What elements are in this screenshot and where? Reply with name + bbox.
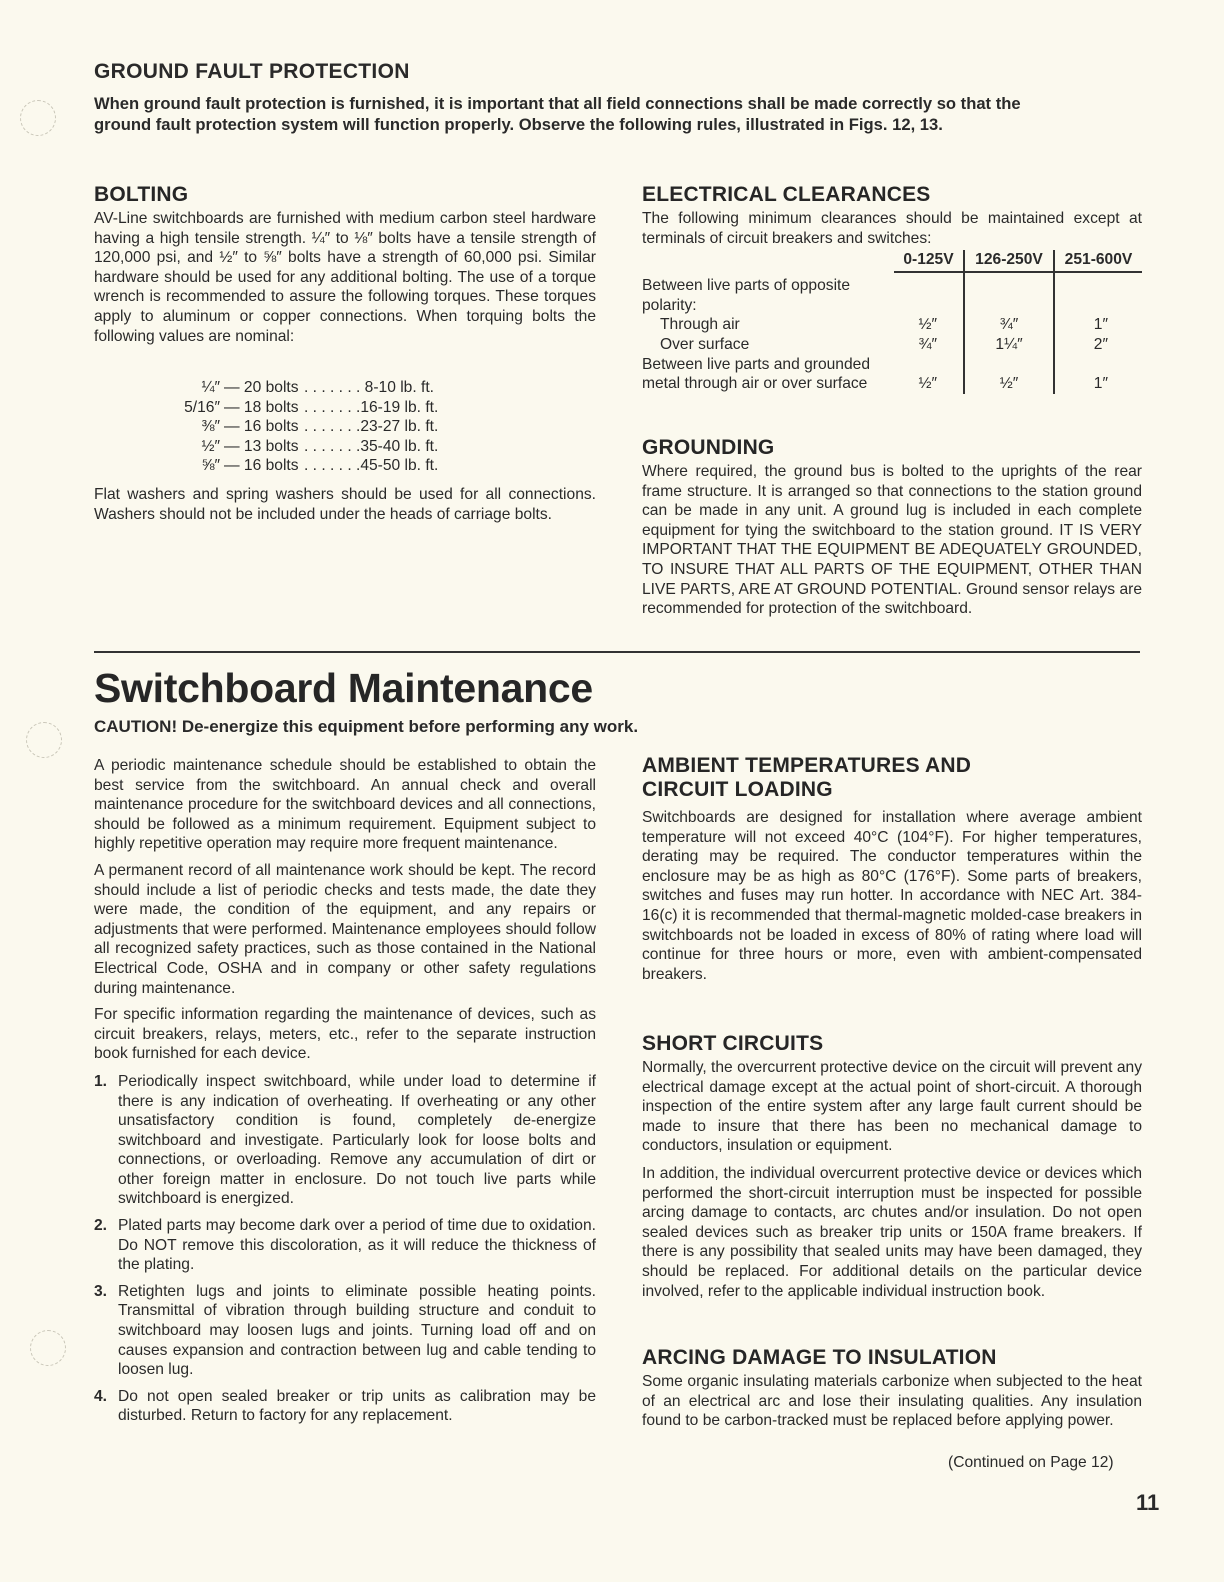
arcing-section: [642, 1346, 1142, 1431]
maintenance-body: [94, 756, 596, 1433]
clearances-intro: The following minimum clearances should be maintained except at terminals of circuit breakers and switches:: [642, 210, 1142, 247]
row-label: Between live parts and grounded metal through air or over surface: [642, 355, 870, 393]
cell: 1¼″: [964, 335, 1054, 355]
cell: ½″: [918, 375, 937, 393]
row-label: Over surface: [660, 335, 750, 353]
maintenance-list: [94, 1072, 596, 1426]
cell: 1″: [1054, 355, 1142, 394]
cell: 1″: [1054, 315, 1142, 335]
punch-hole: [26, 722, 62, 758]
list-item: 4. Do not open sealed breaker or trip units as calibration may be disturbed. Return to factory for any replacement.: [94, 1387, 596, 1425]
torque-row: ¼″ — 20 bolts . . . . . . . 8-10 lb. ft.: [201, 379, 434, 396]
bolting-body: AV-Line switchboards are furnished with medium carbon steel hardware having a high tensile strength. ¼″ to ⅛″ bolts have a tensile strength of 120,000 psi, and ½″ to ⅝″ bolts have a strength of 60,000 psi. Similar hardware should be used for any additional bolting. The use of a torque wrench is recommended to assure the following torques. These torques apply to aluminum or copper connections. When torquing bolts the following values are nominal:: [94, 210, 596, 345]
grounding-section: [642, 436, 1142, 619]
row-label: Through air: [660, 316, 740, 334]
ground-fault-title: GROUND FAULT PROTECTION: [94, 60, 410, 83]
punch-hole: [30, 1330, 66, 1366]
list-item: 2. Plated parts may become dark over a period of time due to oxidation. Do NOT remove this discoloration, as it will reduce the thickness of the plating.: [94, 1217, 596, 1274]
ambient-body: Switchboards are designed for installation where average ambient temperature will not exceed 40°C (104°F). For higher temperatures, derating may be required. The conductor temperatures within the enclosure may be as high as 80°C (176°F). Some parts of breakers, switches and fuses may run hotter. In accordance with NEC Art. 384-16(c) it is recommended that thermal-magnetic molded-case breakers in switchboards not be loaded in excess of 80% of rating where load will continue for three hours or more, even with ambient-compensated breakers.: [642, 809, 1142, 983]
cell: 2″: [1054, 335, 1142, 355]
short-circuits-section: [642, 1032, 1142, 1301]
clearances-table: [642, 250, 1142, 394]
list-item: 3. Retighten lugs and joints to eliminate possible heating points. Transmittal of vibration through building structure and conduit to switchboard may loosen lugs and joints. Turning load off and on causes expansion and contraction between lug and cable tending to loosen lug.: [94, 1282, 596, 1379]
grounding-title: GROUNDING: [642, 436, 775, 459]
ambient-title-line2: CIRCUIT LOADING: [642, 778, 833, 801]
col-header: 251-600V: [1054, 250, 1142, 272]
arcing-title: ARCING DAMAGE TO INSULATION: [642, 1346, 997, 1369]
cell: ½″: [964, 355, 1054, 394]
short-circuits-title: SHORT CIRCUITS: [642, 1032, 824, 1055]
col-header: 126-250V: [964, 250, 1054, 272]
maintenance-p1: A periodic maintenance schedule should be established to obtain the best service from the switchboard. An annual check and overall maintenance procedure for the switchboard devices and all connections, should be followed as a minimum requirement. Equipment subject to highly repetitive operation may require more frequent maintenance.: [94, 757, 596, 853]
cell: ¾″: [964, 315, 1054, 335]
section-divider: [94, 651, 1140, 653]
col-header: 0-125V: [894, 250, 964, 272]
continued-note: (Continued on Page 12): [948, 1454, 1114, 1471]
ambient-title-line1: AMBIENT TEMPERATURES AND: [642, 754, 972, 777]
arcing-body: Some organic insulating materials carbonize when subjected to the heat of an electrical arc and lose their insulating qualities. Any insulation found to be carbon-tracked must be replaced before applying power.: [642, 1373, 1142, 1430]
caution-note: CAUTION! De-energize this equipment before performing any work.: [94, 717, 639, 736]
grounding-body: Where required, the ground bus is bolted to the uprights of the rear frame structure. It is arranged so that connections to the station ground can be made in any unit. A ground lug is included in each complete equipment for tying the switchboard to the station ground. IT IS VERY IMPORTANT THAT THE EQUIPMENT BE ADEQUATELY GROUNDED, TO INSURE THAT ALL PARTS OF THE EQUIPMENT, OTHER THAN LIVE PARTS, ARE AT GROUND POTENTIAL. Ground sensor relays are recommended for protection of the switchboard.: [642, 463, 1142, 618]
torque-row: ½″ — 13 bolts . . . . . . .35-40 lb. ft.: [201, 437, 439, 455]
cell: ½″: [918, 316, 937, 334]
cell: ¾″: [918, 335, 937, 353]
bolting-section: [94, 183, 596, 346]
short-circuits-p2: In addition, the individual overcurrent protective device or devices which performed the short-circuit interruption must be inspected for possible arcing damage to contacts, arc chutes and/or insulation. Do not open sealed devices such as breaker trip units or 150A frame breakers. If there is any possibility that sealed units may have been damaged, they should be replaced. For additional details on the particular device involved, refer to the applicable individual instruction book.: [642, 1164, 1142, 1300]
punch-hole: [20, 100, 56, 136]
torque-list: [160, 378, 454, 476]
clearances-title: ELECTRICAL CLEARANCES: [642, 183, 931, 206]
torque-row: ⅝″ — 16 bolts . . . . . . .45-50 lb. ft.: [201, 457, 439, 475]
list-item: 1. Periodically inspect switchboard, while under load to determine if there is any indication of overheating. If overheating or any other unsatisfactory condition is found, completely de-energize switchboard and investigate. Particularly look for loose bolts and connections, or overloading. Remove any accumulation of dirt or other foreign matter in enclosure. Do not touch live parts while switchboard is energized.: [94, 1072, 596, 1208]
maintenance-p3: For specific information regarding the maintenance of devices, such as circuit breakers, relays, meters, etc., refer to the separate instruction book furnished for each device.: [94, 1006, 596, 1063]
clearances-section: [642, 183, 1142, 394]
maintenance-p2: A permanent record of all maintenance work should be kept. The record should include a list of periodic checks and tests made, the date they were made, the condition of the equipment, and any repairs or adjustments that were performed. Maintenance employees should follow all recognized safety practices, such as those contained in the National Electrical Code, OSHA and in company or other safety regulations during maintenance.: [94, 861, 596, 997]
row-group-label: Between live parts of opposite polarity:: [642, 277, 851, 314]
bolting-title: BOLTING: [94, 183, 189, 206]
ambient-section: [642, 754, 1142, 984]
washers-note: Flat washers and spring washers should be used for all connections. Washers should not be included under the heads of carriage bolts.: [94, 486, 596, 523]
ground-fault-body: When ground fault protection is furnished, it is important that all field connections shall be made correctly so that the ground fault protection system will function properly. Observe the following rules, illustrated in Figs. 12, 13.: [94, 94, 1021, 134]
page-number: 11: [1136, 1490, 1160, 1515]
torque-row: ⅜″ — 16 bolts . . . . . . .23-27 lb. ft.: [201, 418, 439, 436]
short-circuits-p1: Normally, the overcurrent protective device on the circuit will prevent any electrical damage except at the actual point of short-circuit. A thorough inspection of the entire system after any large fault current should be made to insure that there has been no mechanical damage to conductors, insulation or equipment.: [642, 1059, 1142, 1155]
torque-row: 5/16″ — 18 bolts . . . . . . .16-19 lb. ft.: [184, 398, 439, 416]
maintenance-title: Switchboard Maintenance: [94, 665, 593, 711]
